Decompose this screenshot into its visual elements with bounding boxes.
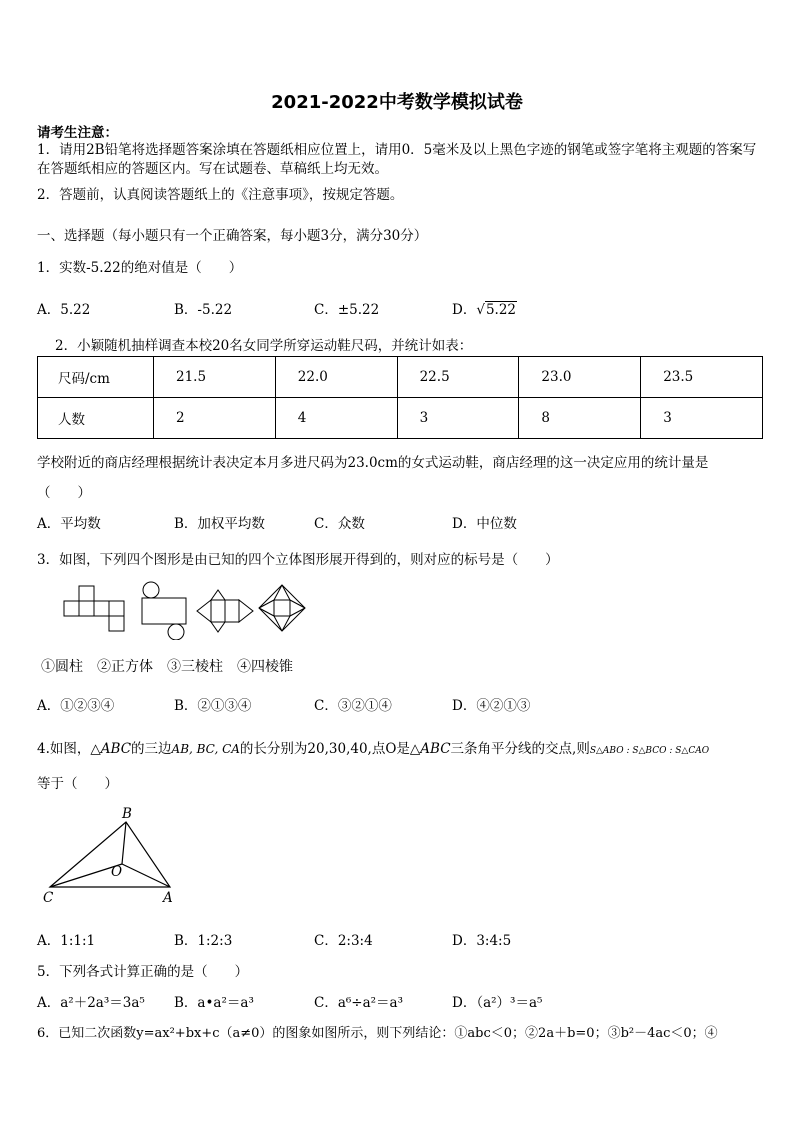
- table-cell: 2: [154, 398, 276, 439]
- q3-option-a: A．①②③④: [37, 698, 115, 714]
- q3-option-b: B．②①③④: [174, 698, 252, 714]
- notice-item-2: 2．答题前，认真阅读答题纸上的《注意事项》，按规定答题。: [37, 187, 404, 203]
- q4-option-a: A．1:1:1: [37, 933, 96, 949]
- table-cell: 3: [641, 398, 763, 439]
- q4-option-b: B．1:2:3: [174, 933, 233, 949]
- q3-option-d: D．④②①③: [452, 698, 531, 714]
- sqrt-radicand: 5.22: [485, 302, 516, 318]
- sqrt-expression: [476, 302, 517, 318]
- table-cell: 22.5: [397, 357, 519, 398]
- q2-text: 学校附近的商店经理根据统计表决定本月多进尺码为23.0cm的女式运动鞋，商店经理的这一决定应用的统计量是: [37, 455, 709, 471]
- q2-option-c: C．众数: [314, 516, 365, 532]
- table-cell: 8: [519, 398, 641, 439]
- q4-option-c: C．2:3:4: [314, 933, 373, 949]
- notice-item-1: 1．请用2B铅笔将选择题答案涂填在答题纸相应位置上，请用0．5毫米及以上黑色字迹的钢笔或签字笔将主观题的答案写在答题纸相应的答题区内。写在试题卷、草稿纸上均无效。: [37, 142, 757, 177]
- q4-stem-c: 的长分别为20,30,40,点O是: [239, 741, 410, 757]
- q2-option-a: A．平均数: [37, 516, 101, 532]
- prism-net: [197, 590, 253, 632]
- table-cell: 23.5: [641, 357, 763, 398]
- table-row: [38, 398, 763, 439]
- table-cell: 人数: [38, 398, 154, 439]
- vertex-a-label: A: [163, 890, 173, 906]
- table-cell: 23.0: [519, 357, 641, 398]
- table-cell: 4: [275, 398, 397, 439]
- q4-triangle: △ABC: [90, 741, 132, 757]
- table-cell: 3: [397, 398, 519, 439]
- q5-option-c: C．a⁶÷a²＝a³: [314, 995, 404, 1011]
- q5-option-a: A．a²＋2a³＝3a⁵: [37, 995, 145, 1011]
- q2-option-b: B．加权平均数: [174, 516, 265, 532]
- table-cell: 21.5: [154, 357, 276, 398]
- q4-sides: AB, BC, CA: [171, 742, 240, 756]
- q4-stem-a: 4.如图，: [37, 741, 91, 757]
- point-o-label: O: [111, 864, 123, 880]
- q4-stem: [37, 737, 709, 757]
- q5-option-d: D．（a²）³＝a⁵: [452, 995, 543, 1011]
- cube-net: [64, 586, 124, 631]
- table-row: [38, 357, 763, 398]
- q2-stem: 2．小颖随机抽样调查本校20名女同学所穿运动鞋尺码，并统计如表：: [55, 338, 473, 354]
- q5-option-b: B．a•a²＝a³: [174, 995, 254, 1011]
- net-figures: [58, 580, 318, 640]
- q4-triangle-2: △ABC: [409, 741, 451, 757]
- q1-option-a: A．5.22: [37, 302, 91, 318]
- q2-option-d: D．中位数: [452, 516, 517, 532]
- cylinder-net: [142, 582, 186, 640]
- q6-stem: 6．已知二次函数y=ax²+bx+c（a≠0）的图象如图所示，则下列结论：①abc＜0；②2a＋b=0；③b²－4ac＜0；④: [37, 1026, 718, 1041]
- table-cell: 22.0: [275, 357, 397, 398]
- vertex-b-label: B: [122, 806, 132, 822]
- q3-option-c: C．③②①④: [314, 698, 392, 714]
- q4-stem-d: 三条角平分线的交点,则: [450, 741, 590, 757]
- table-cell: 尺码/cm: [38, 357, 154, 398]
- q1-option-d-label: D．: [452, 302, 477, 318]
- pyramid-net: [259, 585, 305, 631]
- q4-area-ratio: S△ABO : S△BCO : S△CAO: [589, 746, 710, 756]
- q3-stem: 3．如图，下列四个图形是由已知的四个立体图形展开得到的，则对应的标号是（ ）: [37, 552, 559, 568]
- vertex-c-label: C: [43, 890, 54, 906]
- q3-labels: ①圆柱 ②正方体 ③三棱柱 ④四棱锥: [41, 659, 293, 675]
- section-heading: 一、选择题（每小题只有一个正确答案，每小题3分，满分30分）: [37, 228, 428, 244]
- q1-stem: 1．实数-5.22的绝对值是（ ）: [37, 260, 243, 276]
- sqrt-sign: √: [476, 302, 485, 318]
- q4-stem-end: 等于（ ）: [37, 776, 118, 792]
- q5-stem: 5．下列各式计算正确的是（ ）: [37, 964, 249, 980]
- q2-paren: （ ）: [37, 485, 91, 501]
- q4-option-d: D．3:4:5: [452, 933, 512, 949]
- q1-option-d: [452, 298, 517, 318]
- q1-option-b: B．-5.22: [174, 302, 233, 318]
- shoe-size-table: [37, 356, 763, 439]
- q4-stem-b: 的三边: [131, 741, 172, 757]
- q1-option-c: C．±5.22: [314, 302, 380, 318]
- page-title: 2021-2022中考数学模拟试卷: [271, 92, 523, 113]
- notice-heading: 请考生注意：: [37, 125, 118, 141]
